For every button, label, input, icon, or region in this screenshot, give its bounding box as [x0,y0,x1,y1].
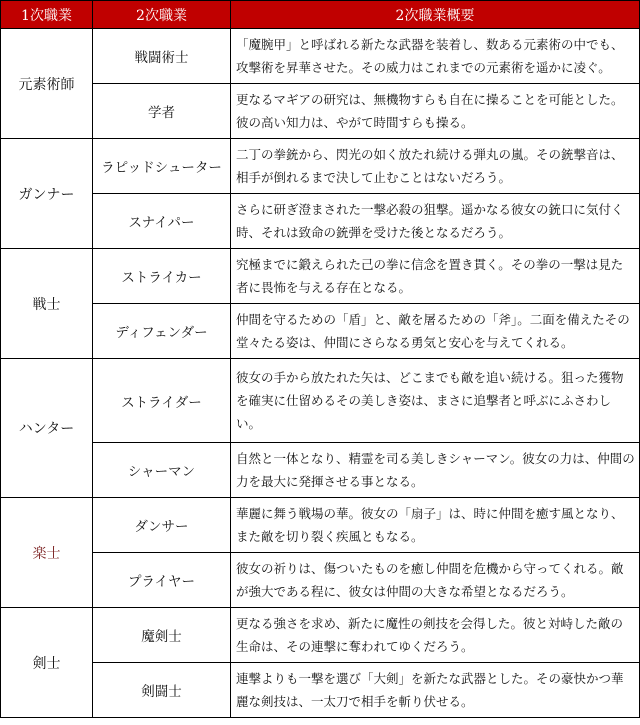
primary-class-cell [1,139,93,249]
primary-class-name: 戦士 [32,296,61,313]
secondary-class-name: ラピッドシューター [101,160,222,176]
secondary-class-cell [93,553,231,608]
primary-class-cell [1,359,93,498]
header-primary: 1次職業 [1,1,93,29]
table-row [1,553,640,608]
table-row [1,194,640,249]
table-row [1,139,640,194]
table-row [1,498,640,553]
secondary-class-cell [93,84,231,139]
secondary-class-name: プライヤー [127,574,196,590]
primary-class-cell [1,498,93,608]
description-cell [231,359,640,443]
description-text: 「魔腕甲」と呼ばれる新たな武器を装着し、数ある元素術の中でも、攻撃術を昇華させた。その威力はこれまでの元素術を遥かに凌ぐ。 [236,37,624,75]
description-cell [231,443,640,498]
description-cell [231,553,640,608]
description-text: 自然と一体となり、精霊を司る美しきシャーマン。彼女の力は、仲間の力を最大に発揮させる事となる。 [236,451,635,489]
table-row [1,304,640,359]
description-text: 仲間を守るための「盾」と、敵を屠るための「斧」。二面を備えたその堂々たる姿は、仲間にさらなる勇気と安心を与えてくれる。 [236,312,630,350]
primary-class-name: ガンナー [18,186,75,203]
description-cell [231,84,640,139]
secondary-class-cell [93,608,231,663]
secondary-class-cell [93,663,231,718]
description-cell [231,249,640,304]
primary-class-name: 元素術師 [18,76,75,93]
description-text: さらに研ぎ澄まされた一撃必殺の狙撃。遥かなる彼女の銃口に気付く時、それは致命の銃弾を受けた後となるだろう。 [236,202,624,240]
header-overview: 2次職業概要 [231,1,640,29]
secondary-class-name: ストライカー [121,270,202,286]
secondary-class-name: 戦闘術士 [134,50,189,66]
table-row [1,608,640,663]
table-row [1,443,640,498]
description-cell [231,29,640,84]
secondary-class-name: ストライダー [121,394,202,411]
table-row [1,84,640,139]
description-text: 華麗に舞う戦場の華。彼女の「扇子」は、時に仲間を癒す風となり、また敵を切り裂く疾風ともなる。 [236,506,624,544]
table-row [1,29,640,84]
secondary-class-cell [93,139,231,194]
secondary-class-name: 剣闘士 [141,684,182,700]
description-cell [231,139,640,194]
secondary-class-cell [93,304,231,359]
primary-class-name: ハンター [18,421,75,437]
description-text: 更なるマギアの研究は、無機物すらも自在に操ることを可能とした。彼の高い知力は、やがて時間すらも操る。 [236,92,624,130]
secondary-class-cell [93,249,231,304]
primary-class-cell [1,249,93,359]
table-row [1,249,640,304]
secondary-class-cell [93,498,231,553]
secondary-class-cell [93,29,231,84]
secondary-class-name: ディフェンダー [115,325,208,341]
table-row [1,359,640,443]
header-row [1,1,640,29]
description-cell [231,608,640,663]
description-text: 究極までに鍛えられた己の拳に信念を置き貫く。その拳の一撃は見た者に畏怖を与える存在となる。 [236,257,624,295]
description-cell [231,304,640,359]
description-text: 連撃よりも一撃を選び「大剣」を新たな武器とした。その豪快かつ華麗な剣技は、一太刀で相手を斬り伏せる。 [236,671,624,709]
description-text: 彼女の手から放たれた矢は、どこまでも敵を追い続ける。狙った獲物を確実に仕留めるその美しき姿は、まさに追撃者と呼ぶにふさわしい。 [236,370,624,431]
primary-class-cell [1,29,93,139]
description-cell [231,663,640,718]
description-text: 更なる強さを求め、新たに魔性の剣技を会得した。彼と対峙した敵の生命は、その連撃に奪われてゆくだろう。 [236,616,624,654]
secondary-class-name: ダンサー [134,519,189,535]
primary-class-name: 楽士 [32,545,61,562]
table-row [1,663,640,718]
secondary-class-name: スナイパー [128,215,195,231]
secondary-class-cell [93,359,231,443]
secondary-class-cell [93,443,231,498]
secondary-class-name: 魔剣士 [141,629,182,645]
primary-class-cell [1,608,93,718]
description-text: 彼女の祈りは、傷ついたものを癒し仲間を危機から守ってくれる。敵が強大である程に、彼女は仲間の大きな希望となるだろう。 [236,561,624,599]
secondary-class-name: シャーマン [127,464,196,480]
description-cell [231,498,640,553]
description-text: 二丁の拳銃から、閃光の如く放たれ続ける弾丸の嵐。その銃撃音は、相手が倒れるまで決して止むことはないだろう。 [236,147,624,185]
secondary-class-name: 学者 [148,105,175,121]
primary-class-name: 剣士 [32,655,61,672]
secondary-class-cell [93,194,231,249]
description-cell [231,194,640,249]
header-secondary: 2次職業 [93,1,231,29]
